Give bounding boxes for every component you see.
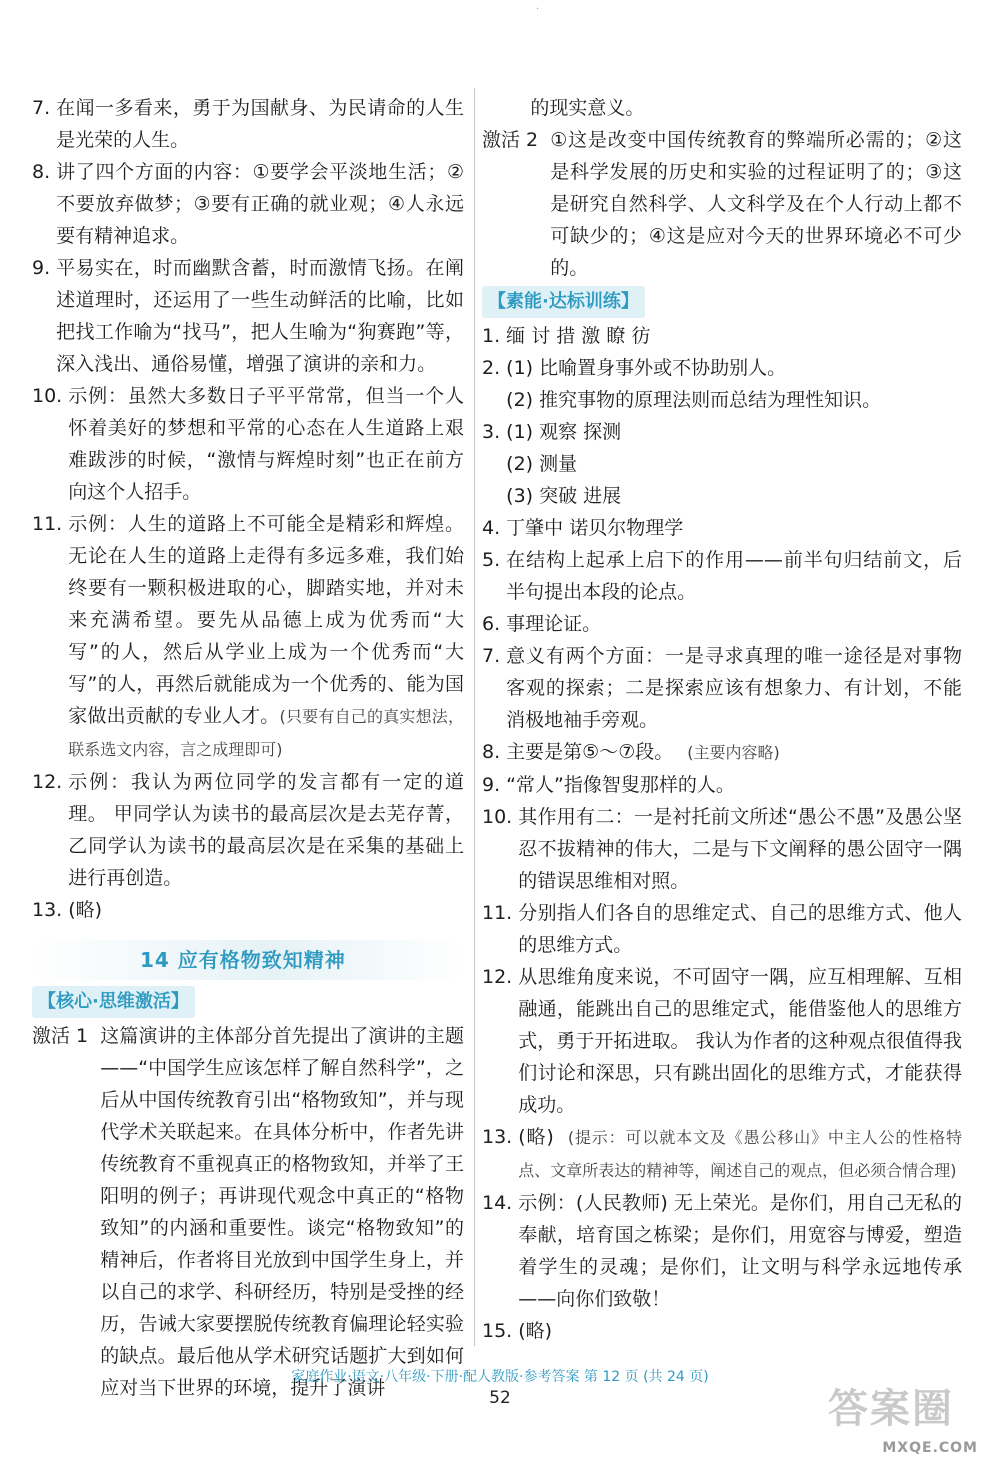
- answer-item: [482, 897, 962, 961]
- answer-text-main: 示例：我认为两位同学的发言都有一定的道理。 甲同学认为读书的最高层次是去芜存菁，乙同学认为读书的最高层次是在采集的基础上进行再创造。: [68, 771, 464, 889]
- answer-number: 11.: [32, 513, 69, 535]
- answer-line: [518, 1187, 962, 1315]
- answer-number: 14.: [482, 1192, 519, 1214]
- answer-text: [506, 544, 962, 608]
- left-column: [32, 92, 464, 1404]
- answer-item: [482, 544, 962, 608]
- answer-item: [32, 508, 464, 766]
- activation-2-text: ①这是改变中国传统教育的弊端所必需的；②这是科学发展的历史和实验的过程证明了的；③这是研究自然科学、人文科学及在个人行动上都不可缺少的；④这是应对今天的世界环境必不可少的。: [550, 129, 962, 279]
- answer-line-text: (略): [518, 1126, 554, 1148]
- answer-line: [506, 736, 962, 769]
- answer-text: [68, 508, 464, 766]
- answer-text: [518, 1315, 962, 1347]
- answer-line-text: (2) 推究事物的原理法则而总结为理性知识。: [506, 389, 882, 411]
- answer-line-text: 主要是第⑤～⑦段。: [506, 741, 674, 763]
- answer-text: [506, 640, 962, 736]
- answer-item: [32, 766, 464, 894]
- answer-line-text: 示例：(人民教师) 无上荣光。是你们，用自己无私的奉献，培育国之栋梁；是你们，用宽容与博爱，塑造着学生的灵魂；是你们，让文明与科学永远地传承——向你们致敬！: [518, 1192, 962, 1310]
- answer-number: 4.: [482, 517, 507, 539]
- answer-number: 2.: [482, 357, 507, 379]
- answer-line: [506, 512, 962, 544]
- answer-text: [506, 416, 962, 512]
- answer-item: [32, 380, 464, 508]
- answer-text: [506, 320, 962, 352]
- core-tag-label: 【核心·思维激活】: [32, 986, 195, 1018]
- answer-text: [506, 352, 962, 416]
- answer-line-text: “常人”指像智叟那样的人。: [506, 774, 735, 796]
- answer-line-text: (3) 突破 进展: [506, 485, 622, 507]
- answer-number: 8.: [482, 741, 507, 763]
- answer-note: (提示：可以就本文及《愚公移山》中主人公的性格特点、文章所表达的精神等，阐述自己的观点，但必须合情合理): [518, 1128, 962, 1180]
- answer-number: 9.: [482, 774, 507, 796]
- answer-item: [482, 320, 962, 352]
- answer-line: [506, 608, 962, 640]
- answer-note: (只要有自己的真实想法，联系选文内容，言之成理即可): [68, 707, 464, 759]
- answer-number: 7.: [482, 645, 507, 667]
- answer-line: [518, 1121, 962, 1187]
- answer-line: [506, 320, 962, 352]
- answer-item: [482, 512, 962, 544]
- answer-note: (主要内容略): [687, 743, 780, 762]
- skills-tag: [482, 286, 962, 318]
- answer-line: [518, 1315, 962, 1347]
- answer-number: 12.: [482, 966, 519, 988]
- answer-line-text: 意义有两个方面：一是寻求真理的唯一途径是对事物客观的探索；二是探索应该有想象力、有计划，不能消极地袖手旁观。: [506, 645, 962, 731]
- answer-text: [68, 894, 464, 926]
- answer-item: [32, 92, 464, 156]
- answer-line: [506, 769, 962, 801]
- skills-tag-label: 【素能·达标训练】: [482, 286, 645, 318]
- answer-number: 13.: [482, 1126, 519, 1148]
- answer-number: 13.: [32, 899, 69, 921]
- answer-text: [68, 380, 464, 508]
- answer-number: 7.: [32, 97, 57, 119]
- answer-line-text: 丁肇中 诺贝尔物理学: [506, 517, 684, 539]
- right-answer-list: [482, 320, 962, 1347]
- answer-text: [518, 961, 962, 1121]
- answer-number: 1.: [482, 325, 507, 347]
- answer-line: [518, 897, 962, 961]
- answer-line: [506, 544, 962, 608]
- answer-text: [506, 512, 962, 544]
- answer-item: [482, 769, 962, 801]
- answer-line-text: 事理论证。: [506, 613, 602, 635]
- answer-text: [518, 897, 962, 961]
- answer-line-text: (1) 观察 探测: [506, 421, 622, 443]
- answer-text: [506, 608, 962, 640]
- answer-number: 11.: [482, 902, 519, 924]
- activation-1-label: 激活 1: [32, 1025, 101, 1047]
- answer-text-main: (略): [68, 899, 103, 921]
- watermark-logo: 答案圈: [828, 1386, 954, 1432]
- answer-number: 5.: [482, 549, 507, 571]
- page-number: 52: [489, 1388, 511, 1408]
- answer-line-text: 分别指人们各自的思维定式、自己的思维方式、他人的思维方式。: [518, 902, 962, 956]
- answer-line: [518, 801, 962, 897]
- answer-text: [56, 252, 464, 380]
- activation-2-label: 激活 2: [482, 129, 551, 151]
- answer-number: 8.: [32, 161, 57, 183]
- answer-item: [32, 894, 464, 926]
- answer-text-main: 示例：虽然大多数日子平平常常，但当一个人怀着美好的梦想和平常的心态在人生道路上艰难跋涉的时候，“激情与辉煌时刻”也正在前方向这个人招手。: [68, 385, 464, 503]
- core-tag: [32, 986, 464, 1018]
- answer-item: [482, 608, 962, 640]
- answer-line: [506, 480, 962, 512]
- answer-text: [518, 1187, 962, 1315]
- answer-text-main: 在闻一多看来，勇于为国献身、为民请命的人生是光荣的人生。: [56, 97, 464, 151]
- answer-number: 9.: [32, 257, 57, 279]
- answer-item: [482, 1121, 962, 1187]
- answer-item: [32, 252, 464, 380]
- answer-item: [482, 416, 962, 512]
- answer-number: 10.: [482, 806, 519, 828]
- answer-text: [68, 766, 464, 894]
- answer-text-main: 讲了四个方面的内容：①要学会平淡地生活；②不要放弃做梦；③要有正确的就业观；④人永远要有精神追求。: [56, 161, 464, 247]
- activation-1: [32, 1020, 464, 1404]
- top-mark: ·: [536, 4, 540, 15]
- page-footer: 家庭作业·语文·八年级·下册·配人教版·参考答案 第 12 页 (共 24 页): [291, 1369, 709, 1385]
- answer-line: [506, 416, 962, 448]
- answer-text: [56, 156, 464, 252]
- answer-line-text: 从思维角度来说，不可固守一隅，应互相理解、互相融通，能跳出自己的思维定式，能借鉴他人的思维方式，勇于开拓进取。 我认为作者的这种观点很值得我们讨论和深思，只有跳出固化的思维方式，才能获得成功。: [518, 966, 962, 1116]
- answer-line-text: 其作用有二：一是衬托前文所述“愚公不愚”及愚公坚忍不拔精神的伟大，二是与下文阐释的愚公固守一隅的错误思维相对照。: [518, 806, 962, 892]
- watermark-url: MXQE.COM: [882, 1440, 978, 1456]
- answer-number: 10.: [32, 385, 69, 407]
- answer-line-text: 在结构上起承上启下的作用——前半句归结前文，后半句提出本段的论点。: [506, 549, 962, 603]
- answer-line: [518, 961, 962, 1121]
- answer-line: [506, 640, 962, 736]
- answer-number: 3.: [482, 421, 507, 443]
- column-divider: [474, 88, 475, 1346]
- answer-text: [506, 736, 962, 769]
- answer-item: [32, 156, 464, 252]
- answer-line: [506, 448, 962, 480]
- answer-number: 15.: [482, 1320, 519, 1342]
- answer-line-text: 缅 讨 措 激 瞭 彷: [506, 325, 651, 347]
- answer-text-main: 示例：人生的道路上不可能全是精彩和辉煌。无论在人生的道路上走得有多远多难，我们始终要有一颗积极进取的心，脚踏实地，并对未来充满希望。要先从品德上成为优秀而“大写”的人，然后从学业上成为一个优秀而“大写”的人，再然后就能成为一个优秀的、能为国家做出贡献的专业人才。: [68, 513, 464, 727]
- activation-1-text: 这篇演讲的主体部分首先提出了演讲的主题——“中国学生应该怎样了解自然科学”，之后从中国传统教育引出“格物致知”，并与现代学术关联起来。在具体分析中，作者先讲传统教育不重视真正的格物致知，并举了王阳明的例子；再讲现代观念中真正的“格物致知”的内涵和重要性。谈完“格物致知”的精神后，作者将目光放到中国学生身上，并以自己的求学、科研经历，特别是受挫的经历，告诫大家要摆脱传统教育偏理论轻实验的缺点。最后他从学术研究话题扩大到如何应对当下世界的环境，提升了演讲: [100, 1025, 464, 1399]
- answer-line: [506, 352, 962, 384]
- answer-item: [482, 801, 962, 897]
- answer-item: [482, 961, 962, 1121]
- answer-item: [482, 736, 962, 769]
- answer-line: [506, 384, 962, 416]
- answer-item: [482, 1315, 962, 1347]
- answer-text-main: 平易实在，时而幽默含蓄，时而激情飞扬。在阐述道理时，还运用了一些生动鲜活的比喻，比如把找工作喻为“找马”，把人生喻为“狗赛跑”等，深入浅出、通俗易懂，增强了演讲的亲和力。: [56, 257, 464, 375]
- continuation-text: 的现实意义。: [530, 97, 645, 119]
- answer-item: [482, 352, 962, 416]
- answer-number: 12.: [32, 771, 69, 793]
- answer-number: 6.: [482, 613, 507, 635]
- activation-1-continuation: [482, 92, 962, 124]
- activation-2: [482, 124, 962, 284]
- answer-text: [506, 769, 962, 801]
- section-title: 14 应有格物致知精神: [32, 940, 464, 980]
- answer-line-text: (2) 测量: [506, 453, 578, 475]
- right-column: [482, 92, 962, 1347]
- left-answer-list: [32, 92, 464, 926]
- answer-line-text: (1) 比喻置身事外或不协助别人。: [506, 357, 787, 379]
- answer-text: [56, 92, 464, 156]
- answer-line-text: (略): [518, 1320, 553, 1342]
- answer-item: [482, 1187, 962, 1315]
- answer-item: [482, 640, 962, 736]
- answer-text: [518, 1121, 962, 1187]
- continuation-indent: [482, 92, 530, 124]
- answer-text: [518, 801, 962, 897]
